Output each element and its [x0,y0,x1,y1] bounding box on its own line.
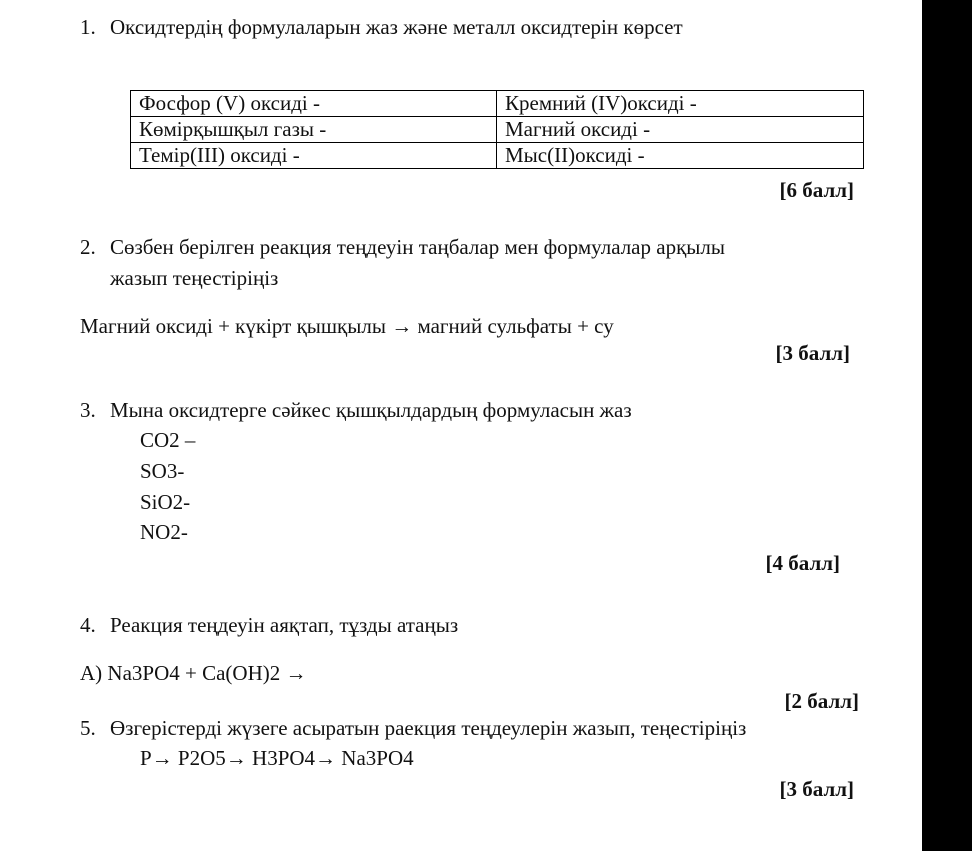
table-cell: Темір(III) оксиді - [131,143,497,169]
question-5-chain: P→ P2O5→ H3PO4→ Na3PO4 [140,746,414,770]
question-2-text-line2: жазып теңестіріңіз [110,266,279,290]
question-1-heading [80,17,683,38]
list-item: NO2- [140,520,188,544]
question-5-number: 5. [80,716,96,740]
question-5-heading [80,718,746,739]
question-2-number: 2. [80,235,96,259]
question-4-heading [80,615,458,636]
question-2-equation: Магний оксиді + күкірт қышқылы → магний сульфаты + су [80,314,614,338]
question-2-points: [3 балл] [775,341,850,365]
table-row [131,143,864,169]
list-item: CO2 – [140,428,196,452]
question-3-heading [80,400,632,421]
right-edge-bar [922,0,972,851]
question-1-text: Оксидтердің формулаларын жаз және металл оксидтерін көрсет [110,15,683,39]
table-cell: Көмірқышқыл газы - [131,117,497,143]
question-3-number: 3. [80,398,96,422]
question-2-text-line1: Сөзбен берілген реакция теңдеуін таңбалар мен формулалар арқылы [110,235,725,259]
table-cell: Магний оксиді - [497,117,864,143]
list-item: SO3- [140,459,185,483]
question-4-text: Реакция теңдеуін аяқтап, тұзды атаңыз [110,613,459,637]
list-item: SiO2- [140,490,191,514]
table-cell: Фосфор (V) оксиді - [131,91,497,117]
question-5-text: Өзгерістерді жүзеге асыратын раекция теңдеулерін жазып, теңестіріңіз [110,716,747,740]
table-cell: Мыс(II)оксиді - [497,143,864,169]
question-3-points: [4 балл] [765,551,840,575]
question-5-points: [3 балл] [779,777,854,801]
question-2-heading [80,237,725,258]
table-row [131,117,864,143]
question-1-points: [6 балл] [779,178,854,202]
oxide-table [130,90,864,169]
question-4-equation: А) Na3PO4 + Ca(OH)2 → [80,661,307,685]
table-cell: Кремний (IV)оксиді - [497,91,864,117]
table-row [131,91,864,117]
question-1-number: 1. [80,15,96,39]
question-4-number: 4. [80,613,96,637]
question-4-points: [2 балл] [784,689,859,713]
question-3-text: Мына оксидтерге сәйкес қышқылдардың формуласын жаз [110,398,632,422]
